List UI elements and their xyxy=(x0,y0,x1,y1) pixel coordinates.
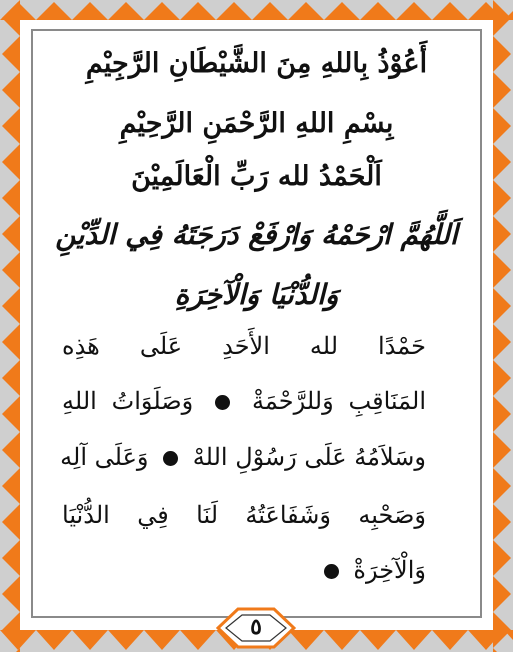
heading-dua-line-2: وَالدُّنْيَا وَالْآخِرَةِ xyxy=(174,278,339,311)
body-text: وَصَلَوَاتُ اللهِ xyxy=(62,387,194,415)
bullet-dot-icon xyxy=(215,395,230,410)
body-line-5 xyxy=(62,556,426,584)
body-text: وَالْآخِرَةْ xyxy=(353,556,426,584)
body-line-1 xyxy=(62,332,426,360)
heading-basmala: بِسْمِ اللهِ الرَّحْمَنِ الرَّحِيْمِ xyxy=(119,108,394,139)
body-text: وسَلاَمُهُ عَلَى رَسُوْلِ اللهْ xyxy=(192,443,426,471)
body-line-2 xyxy=(62,387,426,415)
bullet-dot-icon xyxy=(163,451,178,466)
heading-hamdala: اَلْحَمْدُ لله رَبِّ الْعَالَمِيْنَ xyxy=(131,161,382,192)
body-text: وَعَلَى آلِه xyxy=(60,443,149,471)
heading-taawwudh: أَعُوْذُ بِاللهِ مِنَ الشَّيْطَانِ الرَّجِيْمِ xyxy=(85,48,428,79)
heading-dua-line-1: اَللَّهُمَّ ارْحَمْهُ وَارْفَعْ دَرَجَتَهُ فِي الدِّيْنِ xyxy=(55,218,458,251)
body-line-3 xyxy=(62,443,426,471)
bullet-dot-icon xyxy=(324,564,339,579)
body-text: وَصَحْبِه وَشَفَاعَتُهُ لَنَا فِي الدُّنْيَا xyxy=(62,501,426,529)
body-text: حَمْدًا لله الأَحَدِ عَلَى هَذِه xyxy=(62,332,426,360)
page-number: ٥ xyxy=(250,614,262,640)
body-text: المَنَاقِبِ وَللرَّحْمَةْ xyxy=(252,387,426,415)
body-line-4 xyxy=(62,501,426,529)
